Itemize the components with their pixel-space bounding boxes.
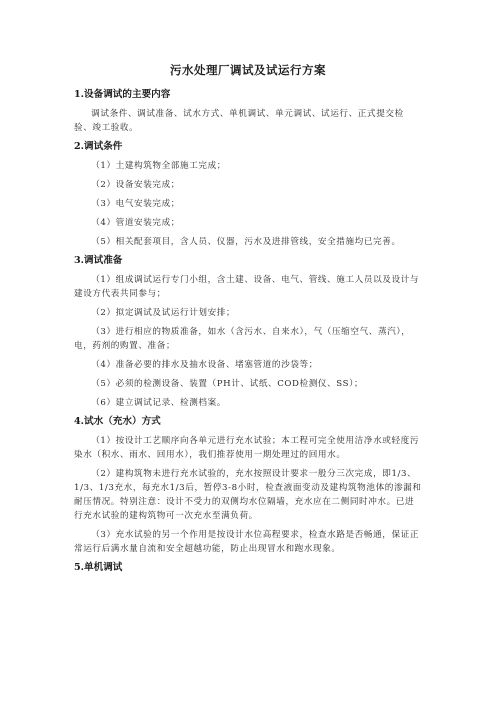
list-item: （2）设备安装完成； [91,180,180,190]
list-item: （3）进行相应的物质准备，如水（含污水、自来水），气（压缩空气、蒸汽），电，药剂的购置、准备； [74,327,411,351]
section-heading-4: 4.试水（充水）方式 [74,416,161,427]
list-item: （1）土建构筑物全部施工完成； [91,161,226,171]
list-item: （5）必须的检测设备、装置（PH计、试纸、COD检测仪、SS）； [91,379,364,389]
section-heading-2: 2.调试条件 [74,141,123,152]
list-item: （4）管道安装完成； [91,218,180,228]
section-heading-5: 5.单机调试 [74,562,123,573]
document-title: 污水处理厂调试及试运行方案 [170,63,326,77]
list-item: （4）准备必要的排水及抽水设备、堵塞管道的沙袋等； [91,360,318,370]
section-heading-1: 1.设备调试的主要内容 [74,89,171,100]
list-item: （3）电气安装完成； [91,199,180,209]
section-1-body: 调试条件、调试准备、试水方式、单机调试、单元调试、试运行、正式提交检验、竣工验收。 [74,109,404,133]
list-item: （2）拟定调试及试运行计划安排； [91,308,236,318]
list-item: （6）建立调试记录、检测档案。 [91,398,226,408]
list-item: （5）相关配套项目，含人员、仪器，污水及进排管线，安全措施均已完善。 [91,237,401,247]
section-4-paragraph: （1）按设计工艺顺序向各单元进行充水试验；本工程可完全使用洁净水或轻度污染水（积水、雨水、回用水），我们推荐使用一期处理过的回用水。 [74,436,420,460]
section-4-paragraph: （3）充水试验的另一个作用是按设计水位高程要求，检查水路是否畅通，保证正常运行后满水量自流和安全超越功能，防止出现冒水和跑水现象。 [74,530,420,554]
section-heading-3: 3.调试准备 [74,255,123,266]
list-item: （1）组成调试运行专门小组，含土建、设备、电气、管线、施工人员以及设计与建设方代表共同参与； [74,275,420,299]
section-4-paragraph: （2）建构筑物未进行充水试验的，充水按照设计要求一般分三次完成，即1/3、1/3、1/3充水，每充水1/3后，暂停3-8小时，检查液面变动及建构筑物池体的渗漏和耐压情况。特别注意：设计不受力的双侧均水位隔墙，充水应在二侧同时冲水。已进行充水试验的建构筑物可一次充水至满负荷。 [74,469,422,521]
